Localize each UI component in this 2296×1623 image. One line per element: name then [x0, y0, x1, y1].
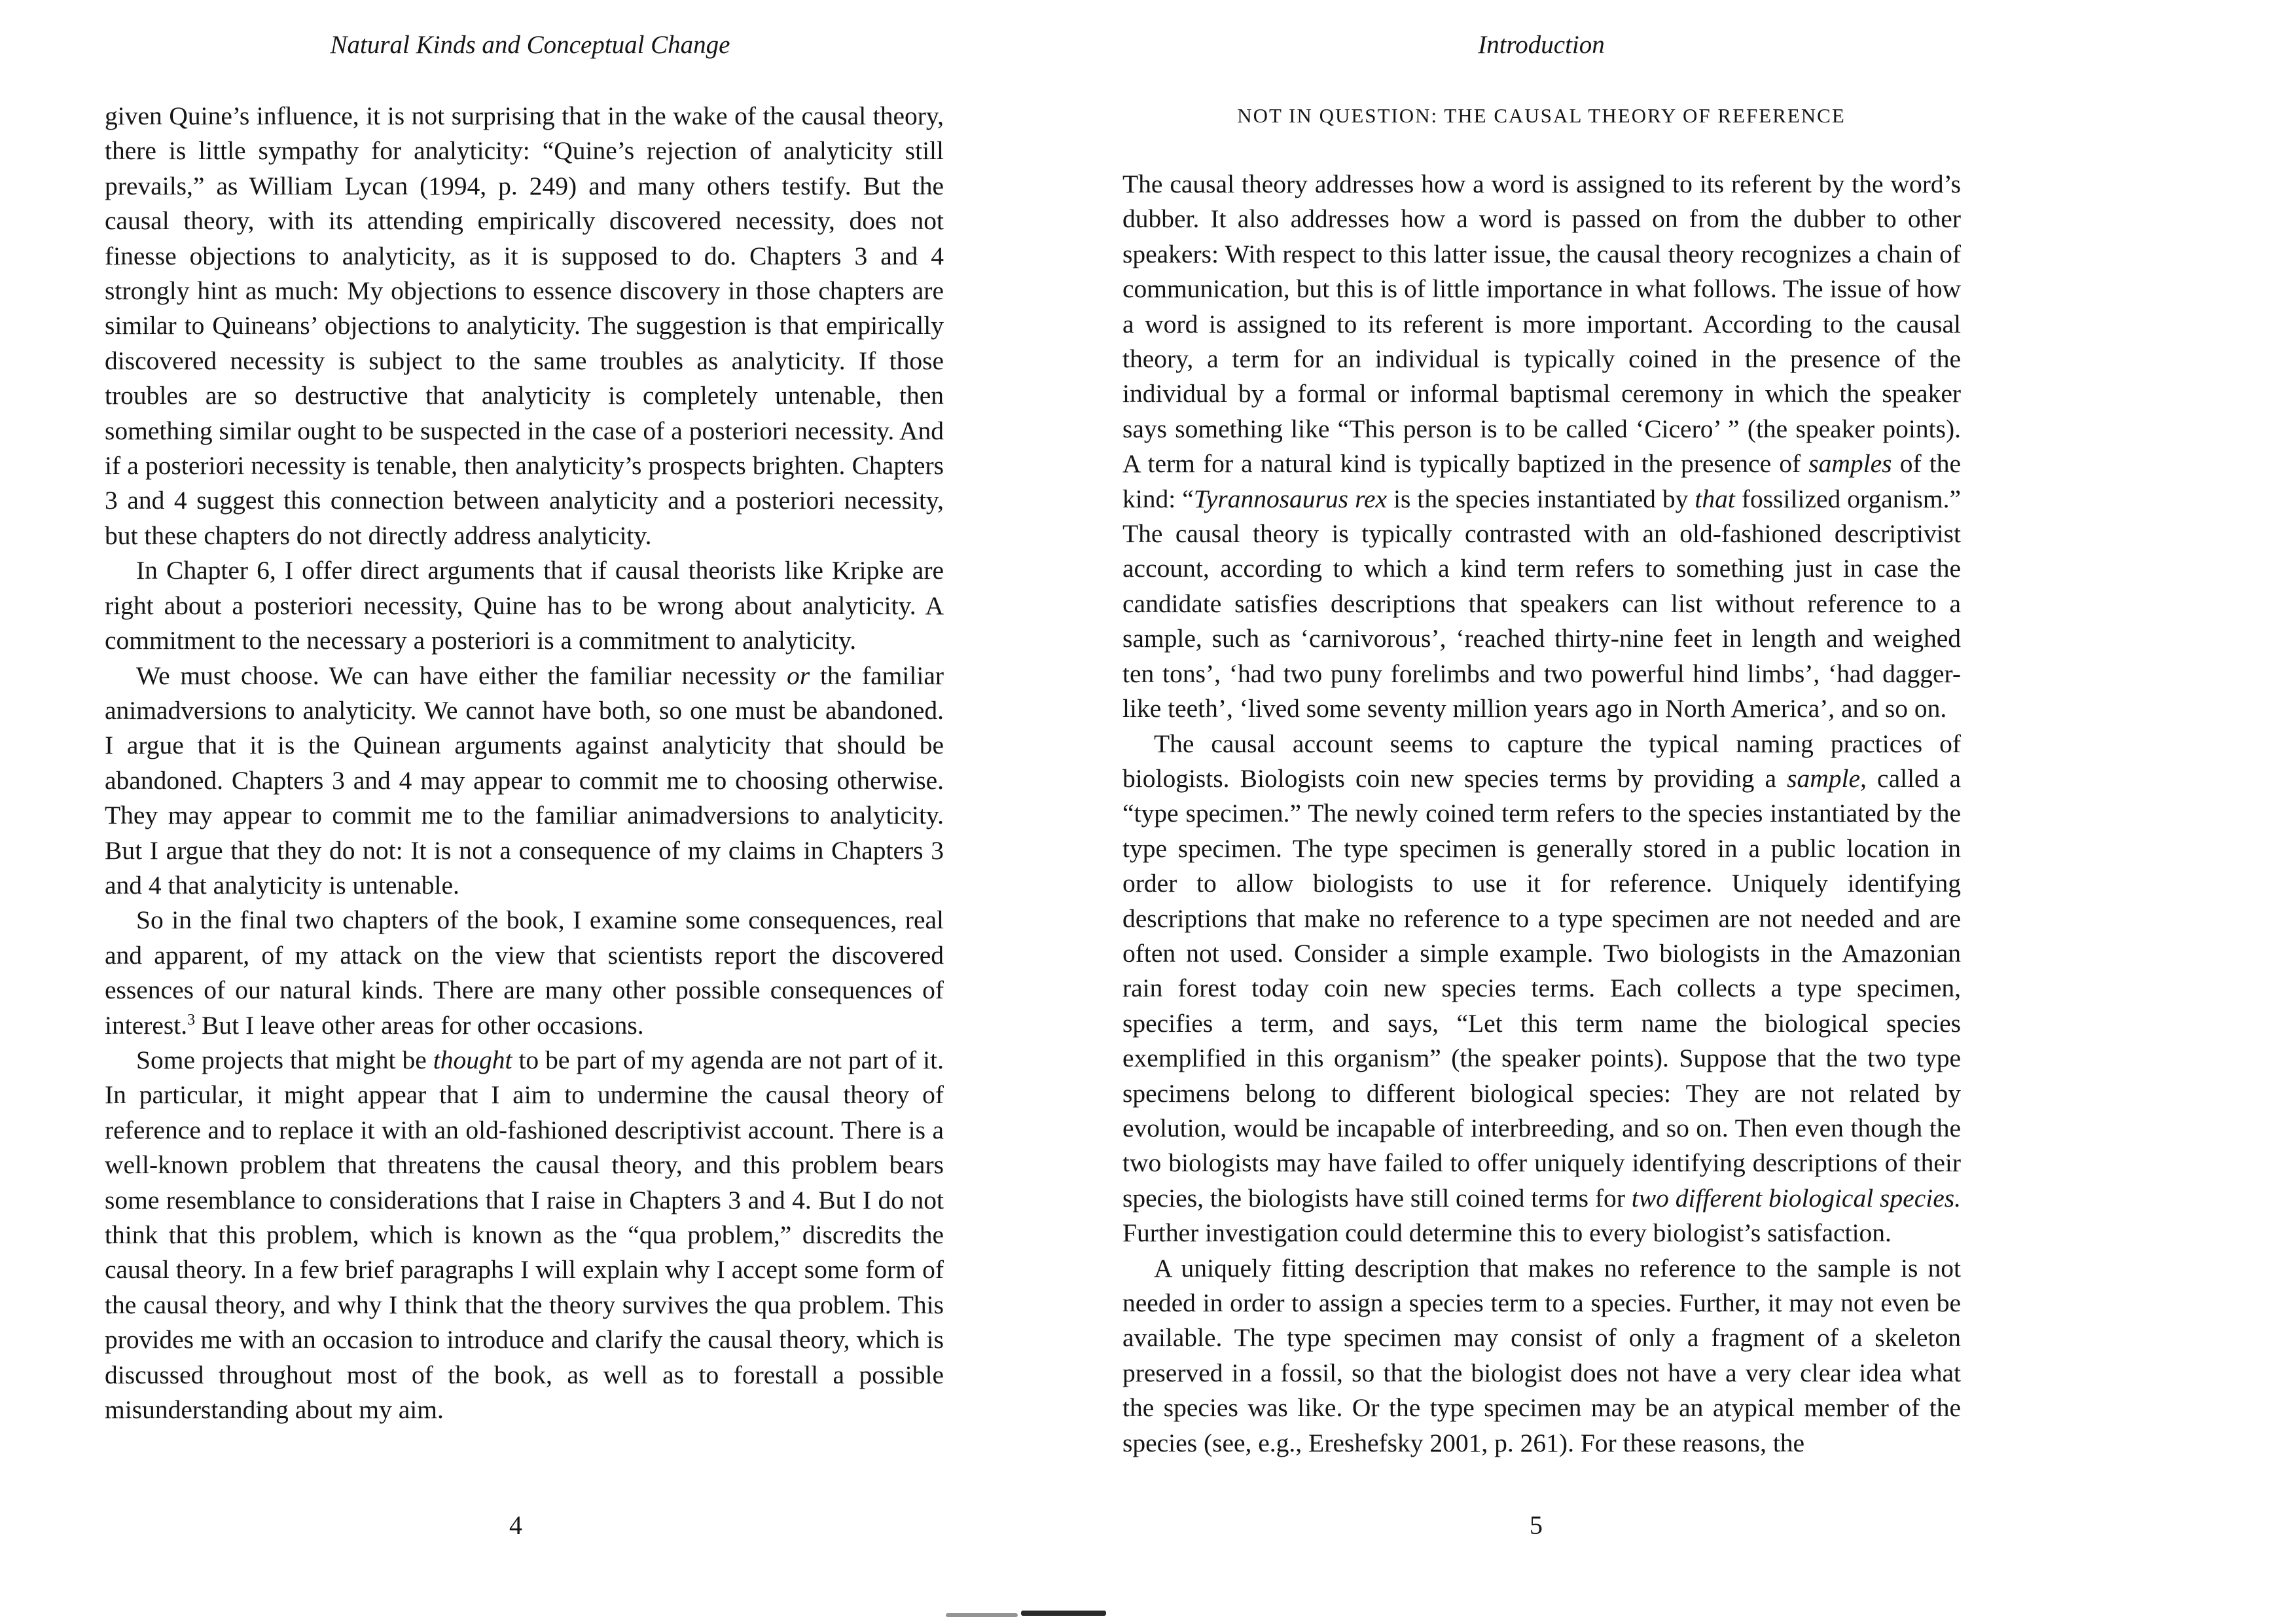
- left-p4-text-b: But I leave other areas for other occasions.: [202, 1010, 644, 1040]
- left-p4-text-a: So in the final two chapters of the book, I examine some consequences, real and apparent, of my attack on the view that scientists report the discovered essences of our natural kinds. There are many other possible consequences of interest.: [105, 905, 944, 1040]
- footnote-ref: 3: [187, 1011, 196, 1029]
- right-p1-text-a: The causal theory addresses how a word is assigned to its referent by the word’s dubber. It also addresses how a word is passed on from the dubber to other speakers: With respect to this latter issue, the causal theory recognizes a chain of communication, but this is of little importance in what follows. The issue of how a word is assigned to its referent is more important. According to the causal theory, a term for an individual is typically coined in the presence of the individual by a formal or informal baptismal ceremony in which the speaker says something like “This person is to be called ‘Cicero’ ” (the speaker points). A term for a natural kind is typically baptized in the presence of: [1122, 170, 1961, 479]
- right-paragraph-2: [1122, 727, 1961, 1251]
- right-paragraph-1: [1122, 167, 1961, 727]
- right-page-number: 5: [1530, 1510, 1543, 1540]
- left-p3-emphasis: or: [787, 661, 810, 690]
- right-p1-text-c: is the species instantiated by: [1387, 484, 1695, 513]
- left-page-number: 4: [509, 1510, 522, 1540]
- right-p2-text-a: The causal account seems to capture the typical naming practices of biologists. Biologists coin new species terms by providing a: [1122, 729, 1961, 793]
- right-running-head: Introduction: [1478, 31, 1605, 59]
- right-p2-emphasis-2: two different biological species.: [1631, 1183, 1961, 1213]
- right-p2-emphasis-1: sample,: [1787, 763, 1867, 793]
- left-paragraph-1: given Quine’s influence, it is not surprising that in the wake of the causal theory, there is little sympathy for analyticity: “Quine’s rejection of analyticity still prevails,” as William Lycan (1994, p. 249) and many others testify. But the causal theory, with its attending empirically discovered necessity, does not finesse objections to analyticity, as it is supposed to do. Chapters 3 and 4 strongly hint as much: My objections to essence discovery in those chapters are similar to Quineans’ objections to analyticity. The suggestion is that empirically discovered necessity is subject to the same troubles as analyticity. If those troubles are so destructive that analyticity is completely untenable, then something similar ought to be suspected in the case of a posteriori necessity. And if a posteriori necessity is tenable, then analyticity’s prospects brighten. Chapters 3 and 4 suggest this connection between analyticity and a posteriori necessity, but these chapters do not directly address analyticity.: [105, 101, 944, 550]
- left-p3-text-b: the familiar animadversions to analyticity. We cannot have both, so one must be abandoned. I argue that it is the Quinean arguments against analyticity that should be abandoned. Chapters 3 and 4 may appear to commit me to choosing otherwise. They may appear to commit me to the familiar animadversions to analyticity. But I argue that they do not: It is not a consequence of my claims in Chapters 3 and 4 that analyticity is untenable.: [105, 661, 944, 900]
- left-p5-text-a: Some projects that might be: [136, 1045, 433, 1074]
- section-heading: NOT IN QUESTION: THE CAUSAL THEORY OF REFERENCE: [1237, 104, 1846, 127]
- left-paragraph-2: In Chapter 6, I offer direct arguments that if causal theorists like Kripke are right about a posteriori necessity, Quine has to be wrong about analyticity. A commitment to the necessary a posteriori is a commitment to analyticity.: [105, 556, 944, 655]
- left-p3-text-a: We must choose. We can have either the familiar necessity: [136, 661, 787, 690]
- left-running-head: Natural Kinds and Conceptual Change: [330, 31, 730, 59]
- left-body-text: [105, 99, 944, 1427]
- right-p1-emphasis-2: Tyrannosaurus rex: [1193, 484, 1388, 513]
- right-body-text: [1122, 167, 1961, 1461]
- right-p2-text-b: called a “type specimen.” The newly coined term refers to the species instantiated by the type specimen. The type specimen is generally stored in a public location in order to allow biologists to use it for reference. Uniquely identifying descriptions that make no reference to a type specimen are not needed and are often not used. Consider a simple example. Two biologists in the Amazonian rain forest today coin new species terms. Each collects a type specimen, specifies a term, and says, “Let this term name the biological species exemplified in this organism” (the speaker points). Suppose that the two type specimens belong to different biological species: They are not related by evolution, would be incapable of interbreeding, and so on. Then even though the two biologists may have failed to offer uniquely identifying descriptions of their species, the biologists have still coined terms for: [1122, 763, 1961, 1213]
- right-p1-emphasis-1: samples: [1808, 449, 1892, 479]
- right-p1-emphasis-3: that: [1695, 484, 1735, 513]
- left-p5-text-b: to be part of my agenda are not part of it. In particular, it might appear that I aim to undermine the causal theory of reference and to replace it with an old-fashioned descriptivist account. There is a well-known problem that threatens the causal theory, and this problem bears some resemblance to considerations that I raise in Chapters 3 and 4. But I do not think that this problem, which is known as the “qua problem,” discredits the causal theory. In a few brief paragraphs I will explain why I accept some form of the causal theory, and why I think that the theory survives the qua problem. This provides me with an occasion to introduce and clarify the causal theory, which is discussed throughout most of the book, as well as to forestall a possible misunderstanding about my aim.: [105, 1045, 944, 1425]
- right-p2-text-c: Further investigation could determine this to every biologist’s satisfaction.: [1122, 1218, 1892, 1248]
- left-paragraph-3: [105, 659, 944, 903]
- left-paragraph-4: [105, 903, 944, 1043]
- scan-artifact-mark: [1021, 1611, 1106, 1616]
- right-p1-text-b: of the kind: “: [1122, 449, 1961, 513]
- left-paragraph-5: [105, 1043, 944, 1427]
- right-p1-text-d: fossilized organism.” The causal theory is typically contrasted with an old-fashioned descriptivist account, according to which a kind term refers to something just in case the candidate satisfies descriptions that speakers can list without reference to a sample, such as ‘carnivorous’, ‘reached thirty-nine feet in length and weighed ten tons’, ‘had two puny forelimbs and two powerful hind limbs’, ‘had dagger-like teeth’, ‘lived some seventy million years ago in North America’, and so on.: [1122, 484, 1961, 723]
- right-paragraph-3: A uniquely fitting description that makes no reference to the sample is not needed in order to assign a species term to a species. Further, it may not even be available. The type specimen may consist of only a fragment of a skeleton preserved in a fossil, so that the biologist does not have a very clear idea what the species was like. Or the type specimen may be an atypical member of the species (see, e.g., Ereshefsky 2001, p. 261). For these reasons, the: [1122, 1253, 1961, 1457]
- left-p5-emphasis: thought: [433, 1045, 512, 1074]
- scan-artifact-mark: [946, 1613, 1018, 1617]
